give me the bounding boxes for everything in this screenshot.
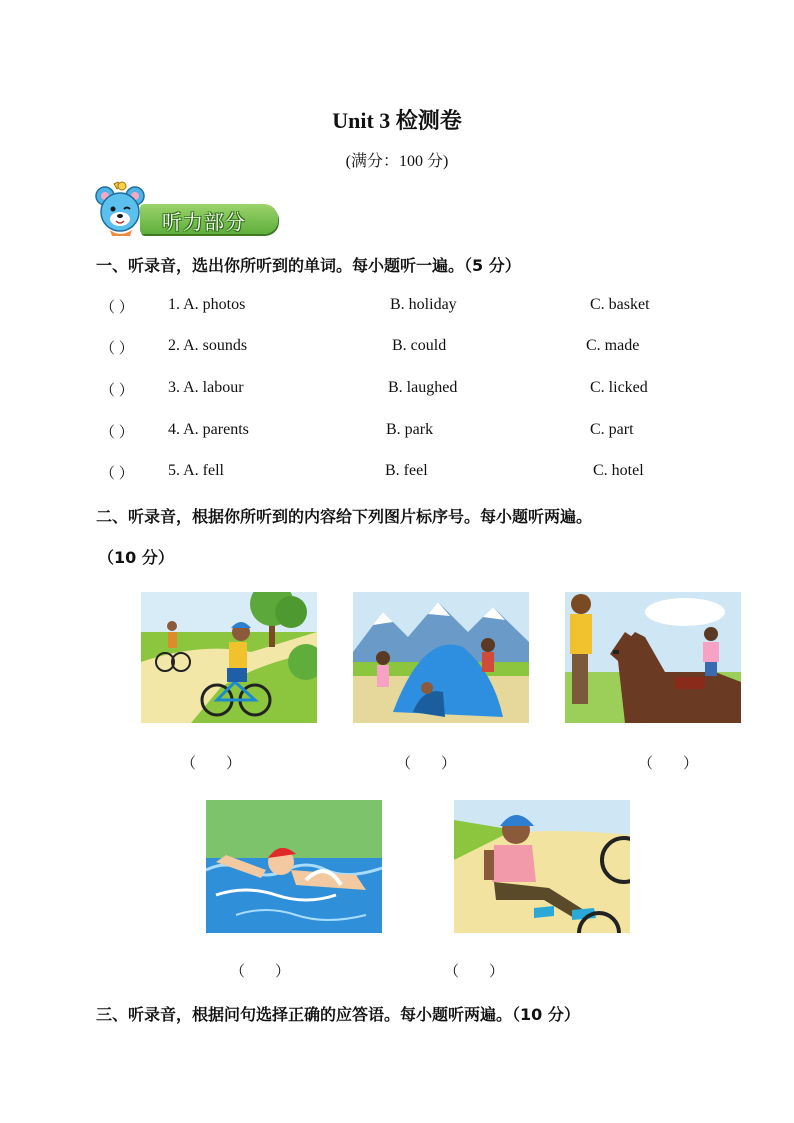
option-a: 1. A. photos xyxy=(168,296,246,313)
picture-answer-blank[interactable]: （ ） xyxy=(396,756,457,772)
option-c: C. licked xyxy=(590,379,648,396)
mascot-bear-icon xyxy=(92,180,148,238)
banner-label: 听力部分 xyxy=(162,210,246,234)
option-a: 2. A. sounds xyxy=(168,337,248,354)
answer-blank[interactable]: （ ） xyxy=(100,341,134,357)
option-b: B. laughed xyxy=(388,379,458,396)
section1-heading: 一、听录音，选出你所听到的单词。每小题听一遍。（5 分） xyxy=(96,256,521,275)
option-b: B. could xyxy=(392,337,447,354)
picture-answer-blank[interactable]: （ ） xyxy=(181,756,242,772)
picture-answer-blank[interactable]: （ ） xyxy=(444,964,505,980)
option-c: C. part xyxy=(590,421,634,438)
picture-camping xyxy=(353,592,529,723)
section3-heading: 三、听录音，根据问句选择正确的应答语。每小题听两遍。（10 分） xyxy=(96,1005,580,1024)
option-c: C. basket xyxy=(590,296,650,313)
option-b: B. holiday xyxy=(390,296,457,313)
listening-banner xyxy=(92,180,282,238)
section2-heading-score: （10 分） xyxy=(98,548,174,567)
option-c: C. made xyxy=(586,337,640,354)
answer-blank[interactable]: （ ） xyxy=(100,425,134,441)
question-row xyxy=(96,337,716,359)
question-row xyxy=(96,296,716,318)
answer-blank[interactable]: （ ） xyxy=(100,466,134,482)
picture-answer-blank[interactable]: （ ） xyxy=(638,756,699,772)
picture-swimming xyxy=(206,800,382,933)
option-a: 5. A. fell xyxy=(168,462,224,479)
picture-answer-blank[interactable]: （ ） xyxy=(230,964,291,980)
answer-blank[interactable]: （ ） xyxy=(100,300,134,316)
picture-cycling xyxy=(141,592,317,723)
page-title: Unit 3 检测卷 xyxy=(332,108,462,133)
option-b: B. feel xyxy=(385,462,428,479)
picture-horse-riding xyxy=(565,592,741,723)
option-c: C. hotel xyxy=(593,462,644,479)
answer-blank[interactable]: （ ） xyxy=(100,383,134,399)
question-row xyxy=(96,462,716,484)
option-b: B. park xyxy=(386,421,434,438)
section2-heading: 二、听录音，根据你所听到的内容给下列图片标序号。每小题听两遍。 xyxy=(96,507,593,526)
full-score: (满分：100 分) xyxy=(345,153,449,170)
question-row xyxy=(96,421,716,443)
picture-fell-off-bike xyxy=(454,800,630,933)
question-row xyxy=(96,379,716,401)
option-a: 3. A. labour xyxy=(168,379,244,396)
option-a: 4. A. parents xyxy=(168,421,249,438)
